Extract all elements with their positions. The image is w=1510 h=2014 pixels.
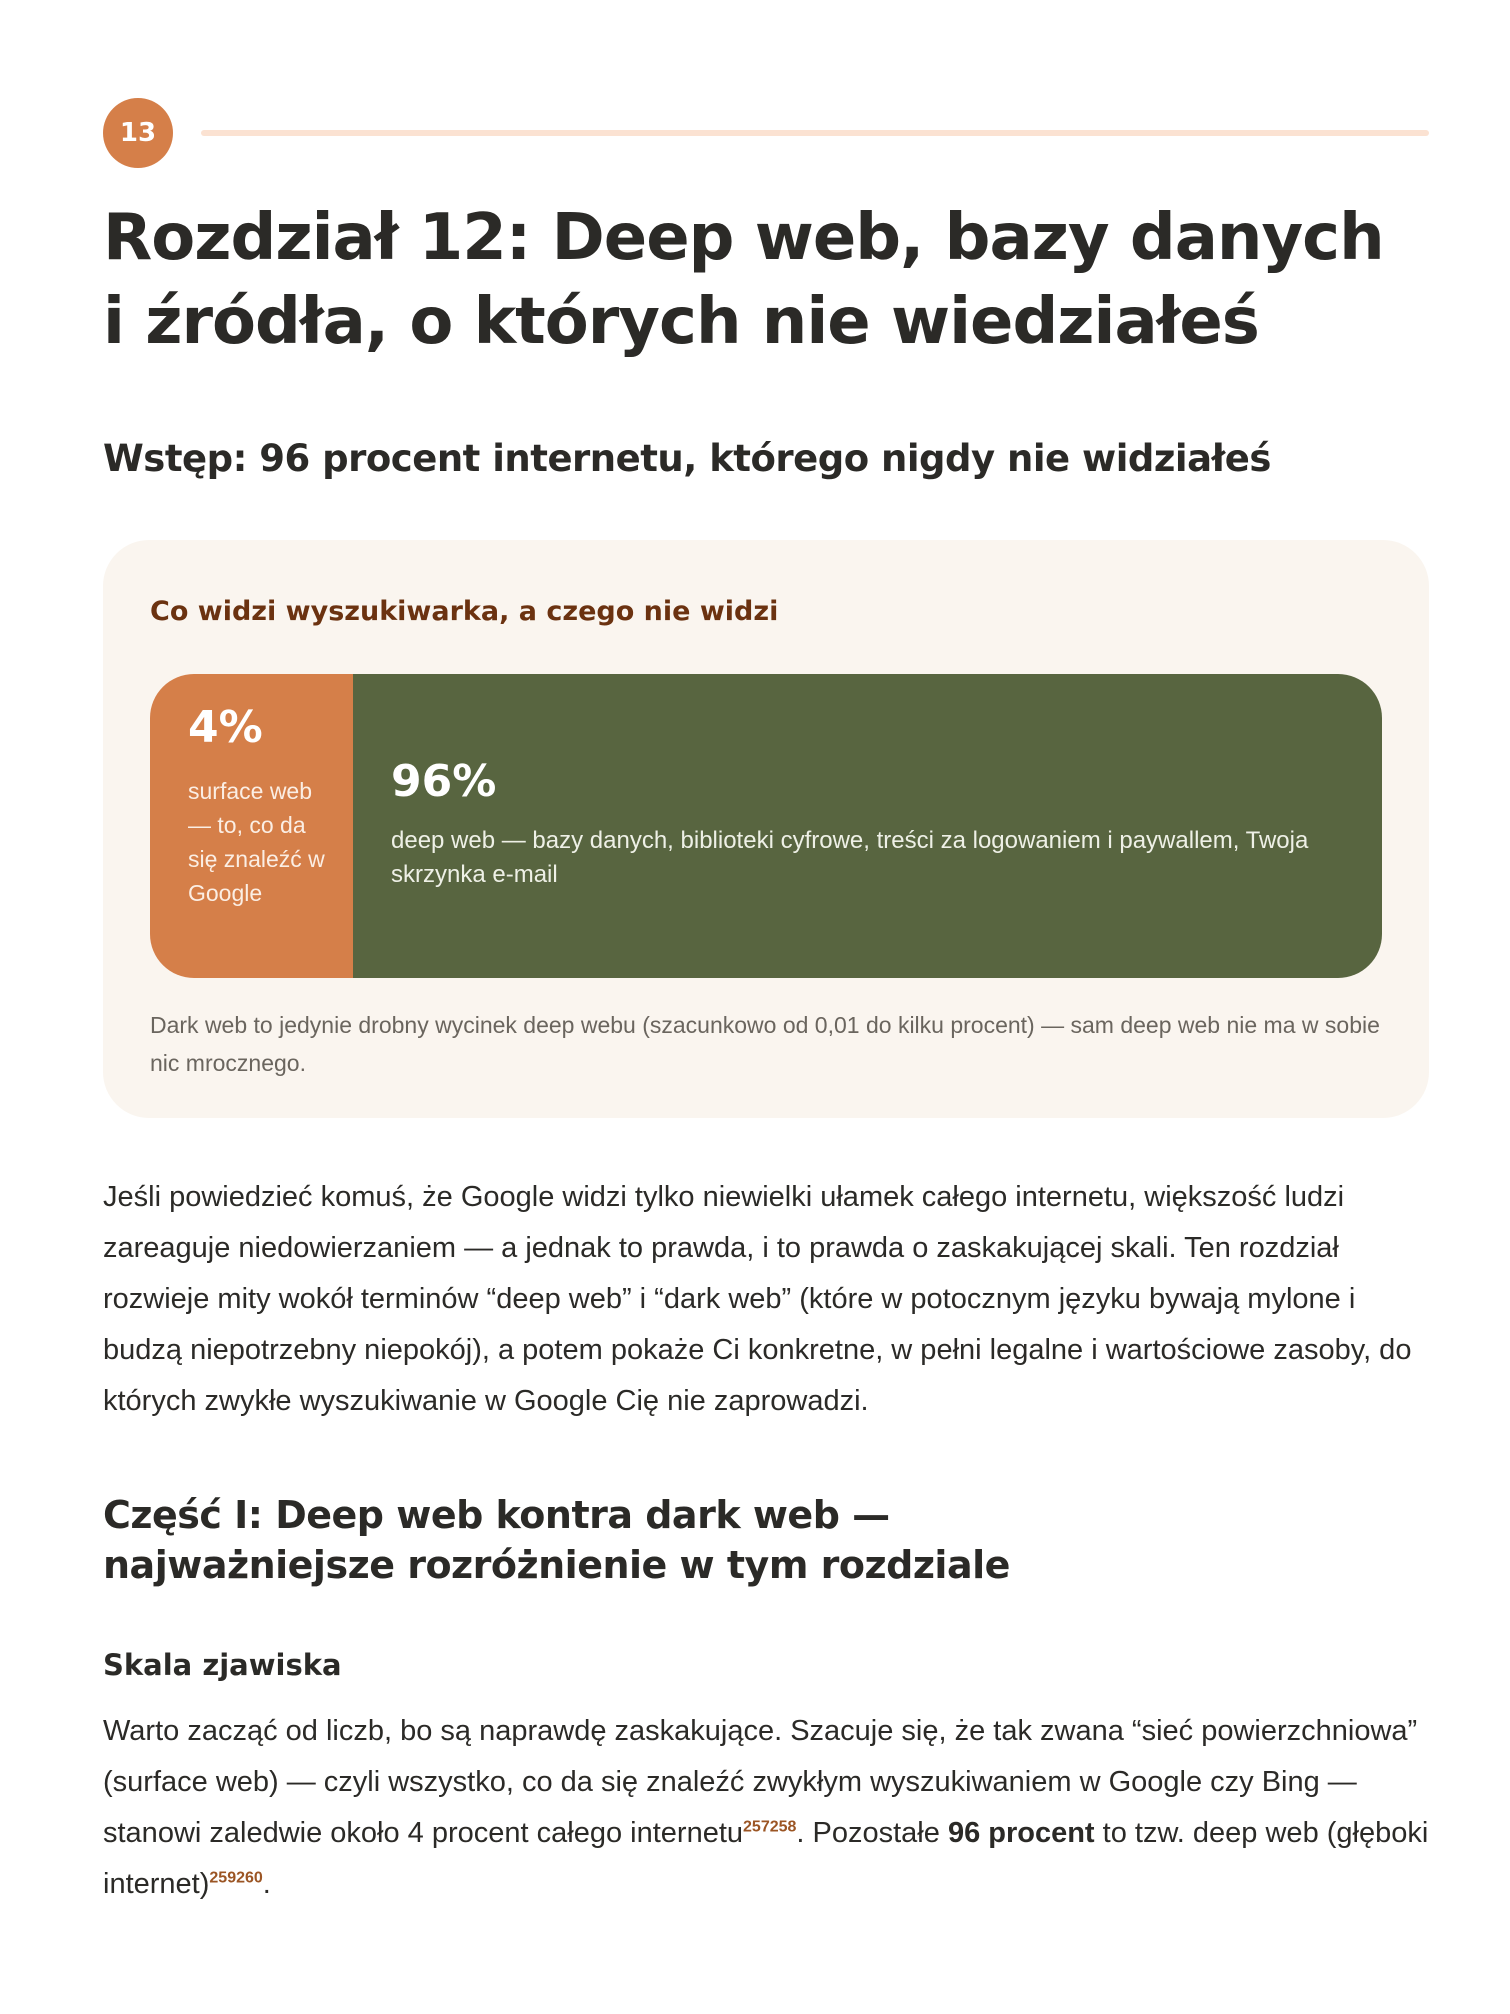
web-share-bar — [150, 674, 1382, 978]
intro-paragraph: Jeśli powiedzieć komuś, że Google widzi tylko niewielki ułamek całego internetu, większość ludzi zareaguje niedowierzaniem — a jednak to prawda, i to prawda o zaskakującej skali. Ten rozdział rozwieje mity wokół terminów “deep web” i “dark web” (które w potocznym języku bywają mylone i budzą niepotrzebny niepokój), a potem pokaże Ci konkretne, w pełni legalne i wartościowe zasoby, do których zwykłe wyszukiwanie w Google Cię nie zaprowadzi. — [103, 1181, 1412, 1417]
scale-bold: 96 procent — [947, 1817, 1095, 1849]
deep-web-description: deep web — bazy danych, biblioteki cyfrowe, treści za logowaniem i paywallem, Twoja skrzynka e-mail — [391, 827, 1309, 888]
chapter-divider — [201, 130, 1429, 136]
deep-web-percent: 96% — [391, 756, 497, 807]
chapter-title — [103, 196, 1429, 364]
part-1-heading-line-1: Część I: Deep web kontra dark web — — [103, 1493, 890, 1537]
card-title: Co widzi wyszukiwarka, a czego nie widzi — [150, 596, 779, 627]
intro-heading: Wstęp: 96 procent internetu, którego nigdy nie widziałeś — [103, 437, 1271, 480]
chapter-title-line-1: Rozdział 12: Deep web, bazy danych — [103, 201, 1384, 275]
surface-web-description: surface web — to, co da się znaleźć w Google — [188, 778, 325, 906]
part-1-heading-line-2: najważniejsze rozróżnienie w tym rozdziale — [103, 1543, 1010, 1587]
scale-paragraph — [103, 1706, 1429, 1910]
scale-text-b: . Pozostałe — [796, 1817, 948, 1849]
web-share-card — [103, 540, 1429, 1118]
scale-text-a: Warto zacząć od liczb, bo są naprawdę zaskakujące. Szacuje się, że tak zwana “sieć powierzchniowa” (surface web) — czyli wszystko, co da się znaleźć zwykłym wyszukiwaniem w Google czy Bing — stanowi zaledwie około 4 procent całego internetu — [103, 1715, 1418, 1849]
footnote-ref-259260[interactable]: 259260 — [209, 1869, 263, 1887]
part-1-heading — [103, 1490, 1429, 1590]
scale-text-c: to tzw. deep web (głęboki internet) — [103, 1817, 1429, 1900]
chapter-number-badge: 13 — [103, 98, 173, 168]
chapter-title-line-2: i źródła, o których nie wiedziałeś — [103, 285, 1259, 359]
card-note: Dark web to jedynie drobny wycinek deep webu (szacunkowo od 0,01 do kilku procent) — sam deep web nie ma w sobie nic mrocznego. — [150, 1012, 1380, 1076]
scale-text-d: . — [262, 1868, 271, 1900]
scale-heading: Skala zjawiska — [103, 1648, 342, 1682]
deep-web-segment — [353, 674, 1382, 978]
surface-web-segment — [150, 674, 353, 978]
footnote-ref-257258[interactable]: 257258 — [743, 1818, 797, 1836]
chapter-header — [103, 98, 1429, 168]
surface-web-percent: 4% — [188, 702, 263, 753]
